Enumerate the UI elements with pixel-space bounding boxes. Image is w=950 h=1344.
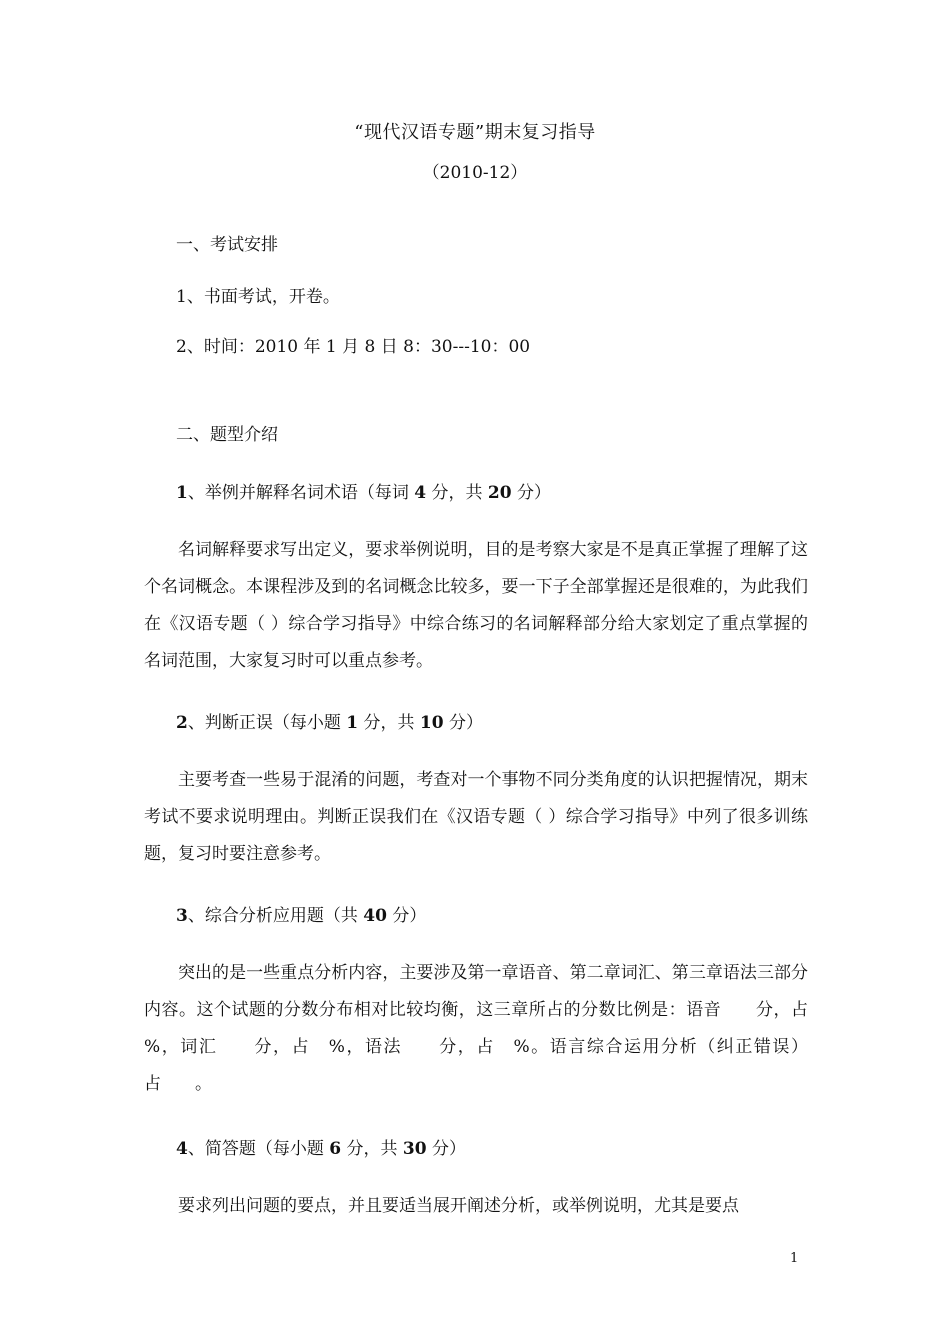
q2-text-b: 分，共 xyxy=(358,713,420,733)
q2-number: 2 xyxy=(176,713,188,733)
q3-total: 40 xyxy=(363,906,387,926)
section-heading-question-types: 二、题型介绍 xyxy=(176,425,278,445)
q3-text-c: 分） xyxy=(386,906,427,926)
q3-text-a: 、综合分析应用题（共 xyxy=(187,906,364,926)
q4-total: 30 xyxy=(402,1139,427,1159)
q4-score-each: 6 xyxy=(329,1139,342,1159)
exam-format-item: 1、书面考试，开卷。 xyxy=(176,287,340,307)
q1-number: 1 xyxy=(176,483,188,503)
section-heading-exam-arrangement: 一、考试安排 xyxy=(176,235,278,255)
question-type-3-heading xyxy=(176,903,426,929)
question-type-4-paragraph: 要求列出问题的要点，并且要适当展开阐述分析，或举例说明，尤其是要点 xyxy=(178,1196,739,1216)
q4-text-b: 分，共 xyxy=(341,1139,403,1159)
q2-text-c: 分） xyxy=(443,713,483,733)
question-type-1-paragraph: 名词解释要求写出定义，要求举例说明，目的是考察大家是不是真正掌握了理解了这个名词概念。本课程涉及到的名词概念比较多，要一下子全部掌握还是很难的，为此我们在《汉语专题（ ）综合学习指导》中综合练习的名词解释部分给大家划定了重点掌握的名词范围，大家复习时可以重点参考。 xyxy=(144,540,808,671)
q1-text-b: 分，共 xyxy=(426,483,488,503)
q2-text-a: 、判断正误（每小题 xyxy=(187,713,347,733)
document-title: “现代汉语专题”期末复习指导 xyxy=(354,122,596,143)
q2-total: 10 xyxy=(419,713,444,733)
q3-paragraph-part1: 突出的是一些重点分析内容，主要涉及第一章语音、第二章词汇、第三章语法三部分内容。这个试题的分数分布相对比较均衡，这三章所占的分数比例是： xyxy=(144,963,808,1020)
document-subtitle: （2010-12） xyxy=(422,163,528,183)
q3-number: 3 xyxy=(176,906,188,926)
question-type-4-heading xyxy=(176,1136,466,1162)
q3-paragraph-part2: 语音 分，占 %，词汇 分，占 %，语法 分，占 %。语言综合运用分析（纠正错误）占 。 xyxy=(144,1000,826,1094)
question-type-1-heading xyxy=(176,480,551,506)
question-type-2-heading xyxy=(176,710,483,736)
q4-number: 4 xyxy=(176,1139,188,1159)
q1-text-a: 、举例并解释名词术语（每词 xyxy=(187,483,415,503)
q1-score-each: 4 xyxy=(414,483,427,503)
q1-text-c: 分） xyxy=(511,483,551,503)
q4-text-a: 、简答题（每小题 xyxy=(187,1139,330,1159)
q2-score-each: 1 xyxy=(346,713,359,733)
question-type-3-paragraph xyxy=(144,955,826,1103)
q1-total: 20 xyxy=(487,483,512,503)
q4-text-c: 分） xyxy=(426,1139,466,1159)
page-number: 1 xyxy=(790,1251,799,1266)
exam-time-item: 2、时间：2010 年 1 月 8 日 8：30---10：00 xyxy=(176,337,531,357)
question-type-2-paragraph: 主要考查一些易于混淆的问题，考查对一个事物不同分类角度的认识把握情况，期末考试不要求说明理由。判断正误我们在《汉语专题（ ）综合学习指导》中列了很多训练题，复习时要注意参考。 xyxy=(144,770,808,864)
